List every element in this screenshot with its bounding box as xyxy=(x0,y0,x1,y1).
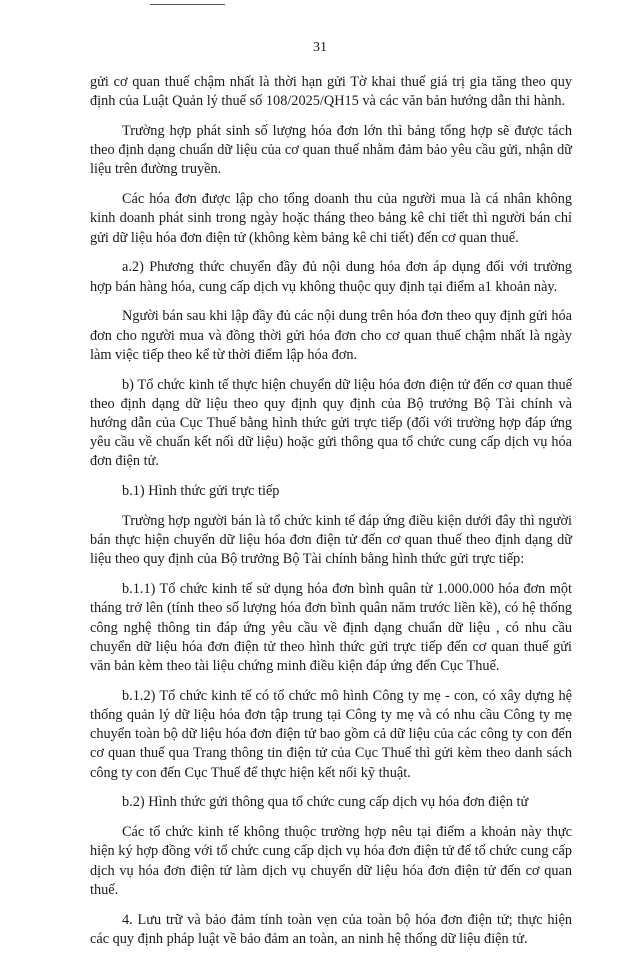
paragraph-4-storage-integrity: 4. Lưu trữ và bảo đảm tính toàn vẹn của toàn bộ hóa đơn điện tử; thực hiện các quy định pháp luật về bảo đảm an toàn, an ninh hệ thống dữ liệu điện tử. xyxy=(90,911,572,947)
paragraph-seller-send-invoice: Người bán sau khi lập đầy đủ các nội dung trên hóa đơn theo quy định gửi hóa đơn cho người mua và đồng thời gửi hóa đơn cho cơ quan thuế chậm nhất là ngày làm việc tiếp theo kể từ thời điểm lập hóa đơn. xyxy=(90,308,572,363)
page-number: 31 xyxy=(313,40,327,55)
paragraph-b2-service-provider: Các tổ chức kinh tế không thuộc trường hợp nêu tại điểm a khoản này thực hiện ký hợp đồng với tổ chức cung cấp dịch vụ hóa đơn điện tử để tổ chức cung cấp dịch vụ hóa đơn điện tử làm dịch vụ chuyển dữ liệu hóa đơn điện tử đến cơ quan thuế. xyxy=(90,824,572,898)
paragraph-b1-1: b.1.1) Tổ chức kinh tế sử dụng hóa đơn bình quân từ 1.000.000 hóa đơn một tháng trở lên (tính theo số lượng hóa đơn bình quân năm trước liền kề), có hệ thống công nghệ thông tin đáp ứng yêu cầu về định dạng chuẩn dữ liệu , có nhu cầu chuyển dữ liệu hóa đơn điện tử theo hình thức gửi trực tiếp đến cơ quan thuế gửi văn bản kèm theo tài liệu chứng minh điều kiện đáp ứng đến Cục Thuế. xyxy=(90,581,572,675)
paragraph-b2-heading: b.2) Hình thức gửi thông qua tổ chức cung cấp dịch vụ hóa đơn điện tử xyxy=(122,794,529,811)
paragraph-individual-buyer-invoices: Các hóa đơn được lập cho tổng doanh thu của người mua là cá nhân không kinh doanh phát sinh trong ngày hoặc tháng theo bảng kê chi tiết thì người bán chỉ gửi dữ liệu hóa đơn điện tử (không kèm bảng kê chi tiết) đến cơ quan thuế. xyxy=(90,191,572,246)
paragraph-b1-conditions: Trường hợp người bán là tổ chức kinh tế đáp ứng điều kiện dưới đây thì người bán thực hiện chuyển dữ liệu hóa đơn điện tử đến cơ quan thuế theo định dạng dữ liệu theo quy định của Bộ trưởng Bộ Tài chính bằng hình thức gửi trực tiếp: xyxy=(90,513,572,568)
paragraph-b-economic-organization-transfer: b) Tổ chức kinh tế thực hiện chuyển dữ liệu hóa đơn điện tử đến cơ quan thuế theo định dạng dữ liệu theo quy định quy định của Bộ trưởng Bộ Tài chính và hướng dẫn của Cục Thuế bằng hình thức gửi trực tiếp (đối với trường hợp đáp ứng yêu cầu về chuẩn kết nối dữ liệu) hoặc gửi thông qua tổ chức cung cấp dịch vụ hóa đơn điện tử. xyxy=(90,376,572,470)
paragraph-b1-heading: b.1) Hình thức gửi trực tiếp xyxy=(122,483,280,500)
paragraph-continuation: gửi cơ quan thuế chậm nhất là thời hạn gửi Tờ khai thuế giá trị gia tăng theo quy định của Luật Quản lý thuế số 108/2025/QH15 và các văn bản hướng dẫn thi hành. xyxy=(90,74,572,110)
top-rule-divider xyxy=(150,4,225,5)
paragraph-a2-full-content-method: a.2) Phương thức chuyển đầy đủ nội dung hóa đơn áp dụng đối với trường hợp bán hàng hóa, cung cấp dịch vụ không thuộc quy định tại điểm a1 khoản này. xyxy=(90,259,572,295)
paragraph-b1-2: b.1.2) Tổ chức kinh tế có tổ chức mô hình Công ty mẹ - con, có xây dựng hệ thống quản lý dữ liệu hóa đơn tập trung tại Công ty mẹ và có nhu cầu Công ty mẹ chuyển toàn bộ dữ liệu hóa đơn điện tử bao gồm cả dữ liệu của các công ty con đến cơ quan thuế qua Trang thông tin điện tử của Cục Thuế thì gửi kèm theo danh sách công ty con đến Cục Thuế để thực hiện kết nối kỹ thuật. xyxy=(90,687,572,781)
document-body xyxy=(90,73,572,960)
paragraph-bulk-invoice-split: Trường hợp phát sinh số lượng hóa đơn lớn thì bảng tổng hợp sẽ được tách theo định dạng chuẩn dữ liệu của cơ quan thuế nhằm đảm bảo yêu cầu gửi, nhận dữ liệu trên đường truyền. xyxy=(90,123,572,178)
